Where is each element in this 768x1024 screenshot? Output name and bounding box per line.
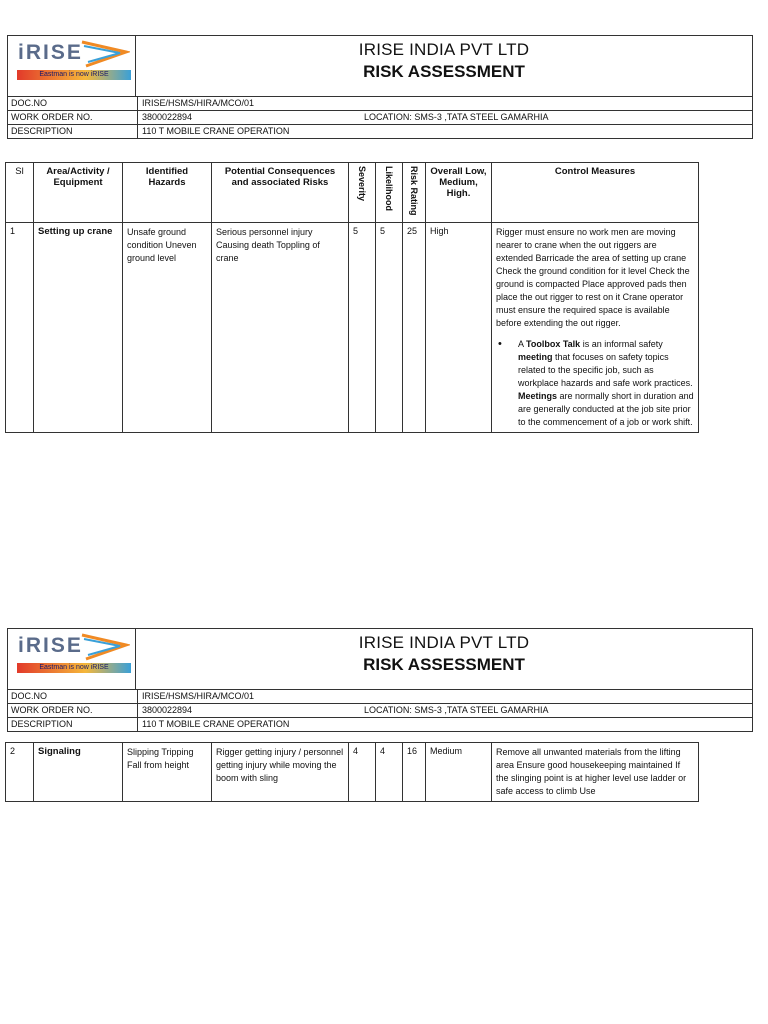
cell-hazards: Unsafe ground condition Uneven ground level bbox=[123, 222, 212, 432]
description-value: 110 T MOBILE CRANE OPERATION bbox=[142, 126, 290, 136]
logo-tagline: Eastman is now iRISE bbox=[17, 663, 131, 673]
location-value: LOCATION: SMS-3 ,TATA STEEL GAMARHIA bbox=[364, 112, 549, 122]
col-control: Control Measures bbox=[492, 163, 699, 223]
work-order-label: WORK ORDER NO. bbox=[8, 111, 138, 124]
cell-overall: Medium bbox=[426, 743, 492, 802]
document-title: RISK ASSESSMENT bbox=[363, 655, 525, 674]
control-text: Rigger must ensure no work men are moving nearer to crane when the out riggers are extended Barricade the area of setting up crane Check the ground condition for it level Check the ground is compacted Place approved pads then place the out rigger to rest on it Crane operator must ensure the required space is available before extending the out rigger. bbox=[496, 226, 690, 328]
location-value: LOCATION: SMS-3 ,TATA STEEL GAMARHIA bbox=[364, 705, 549, 715]
cell-sl: 1 bbox=[6, 222, 34, 432]
col-risk-rating: Risk Rating bbox=[403, 163, 426, 223]
document-header bbox=[7, 35, 753, 139]
logo-tagline: Eastman is now iRISE bbox=[17, 70, 131, 80]
company-logo bbox=[8, 629, 136, 689]
company-logo bbox=[8, 36, 136, 96]
col-severity: Severity bbox=[349, 163, 376, 223]
cell-activity: Signaling bbox=[34, 743, 123, 802]
cell-likelihood: 5 bbox=[376, 222, 403, 432]
work-order-label: WORK ORDER NO. bbox=[8, 704, 138, 717]
work-order-value: 3800022894 bbox=[142, 112, 193, 122]
cell-sl: 2 bbox=[6, 743, 34, 802]
cell-hazards: Slipping Tripping Fall from height bbox=[123, 743, 212, 802]
col-activity: Area/Activity / Equipment bbox=[34, 163, 123, 223]
cell-severity: 4 bbox=[349, 743, 376, 802]
col-consequences: Potential Consequences and associated Risks bbox=[212, 163, 349, 223]
cell-control bbox=[492, 222, 699, 432]
col-likelihood: Likelihood bbox=[376, 163, 403, 223]
cell-rating: 16 bbox=[403, 743, 426, 802]
company-name: IRISE INDIA PVT LTD bbox=[358, 633, 530, 652]
table-row bbox=[6, 222, 699, 432]
col-sl: Sl bbox=[6, 163, 34, 223]
company-name: IRISE INDIA PVT LTD bbox=[358, 40, 530, 59]
doc-no-value: IRISE/HSMS/HIRA/MCO/01 bbox=[142, 98, 255, 108]
doc-no-label: DOC.NO bbox=[8, 97, 138, 110]
logo-text: iRISE bbox=[18, 41, 83, 64]
cell-likelihood: 4 bbox=[376, 743, 403, 802]
doc-no-label: DOC.NO bbox=[8, 690, 138, 703]
col-hazards: Identified Hazards bbox=[123, 163, 212, 223]
table-header-row bbox=[6, 163, 699, 223]
description-label: DESCRIPTION bbox=[8, 125, 138, 138]
description-value: 110 T MOBILE CRANE OPERATION bbox=[142, 719, 290, 729]
cell-consequences: Rigger getting injury / personnel getting injury while moving the boom with sling bbox=[212, 743, 349, 802]
logo-chevron-icon bbox=[80, 631, 130, 663]
logo-text: iRISE bbox=[18, 634, 83, 657]
cell-consequences: Serious personnel injury Causing death Toppling of crane bbox=[212, 222, 349, 432]
risk-table bbox=[5, 162, 699, 433]
description-label: DESCRIPTION bbox=[8, 718, 138, 731]
table-row bbox=[6, 743, 699, 802]
col-overall: Overall Low, Medium, High. bbox=[426, 163, 492, 223]
cell-activity: Setting up crane bbox=[34, 222, 123, 432]
work-order-value: 3800022894 bbox=[142, 705, 193, 715]
toolbox-talk-bullet: • A Toolbox Talk is an informal safety meeting that focuses on safety topics related to the specific job, such as workplace hazards and safe work practices. Meetings are normally short in duration and are generally conducted at the job site prior to the commencement of a job or work shift. bbox=[510, 338, 694, 429]
logo-chevron-icon bbox=[80, 38, 130, 70]
doc-no-value: IRISE/HSMS/HIRA/MCO/01 bbox=[142, 691, 255, 701]
cell-control: Remove all unwanted materials from the lifting area Ensure good housekeeping maintained If the slinging point is at higher level use ladder or safe access to climb Use bbox=[492, 743, 699, 802]
cell-severity: 5 bbox=[349, 222, 376, 432]
risk-table-page-2 bbox=[5, 742, 699, 802]
cell-overall: High bbox=[426, 222, 492, 432]
cell-rating: 25 bbox=[403, 222, 426, 432]
document-header-page-2 bbox=[7, 628, 753, 732]
document-title: RISK ASSESSMENT bbox=[363, 62, 525, 81]
